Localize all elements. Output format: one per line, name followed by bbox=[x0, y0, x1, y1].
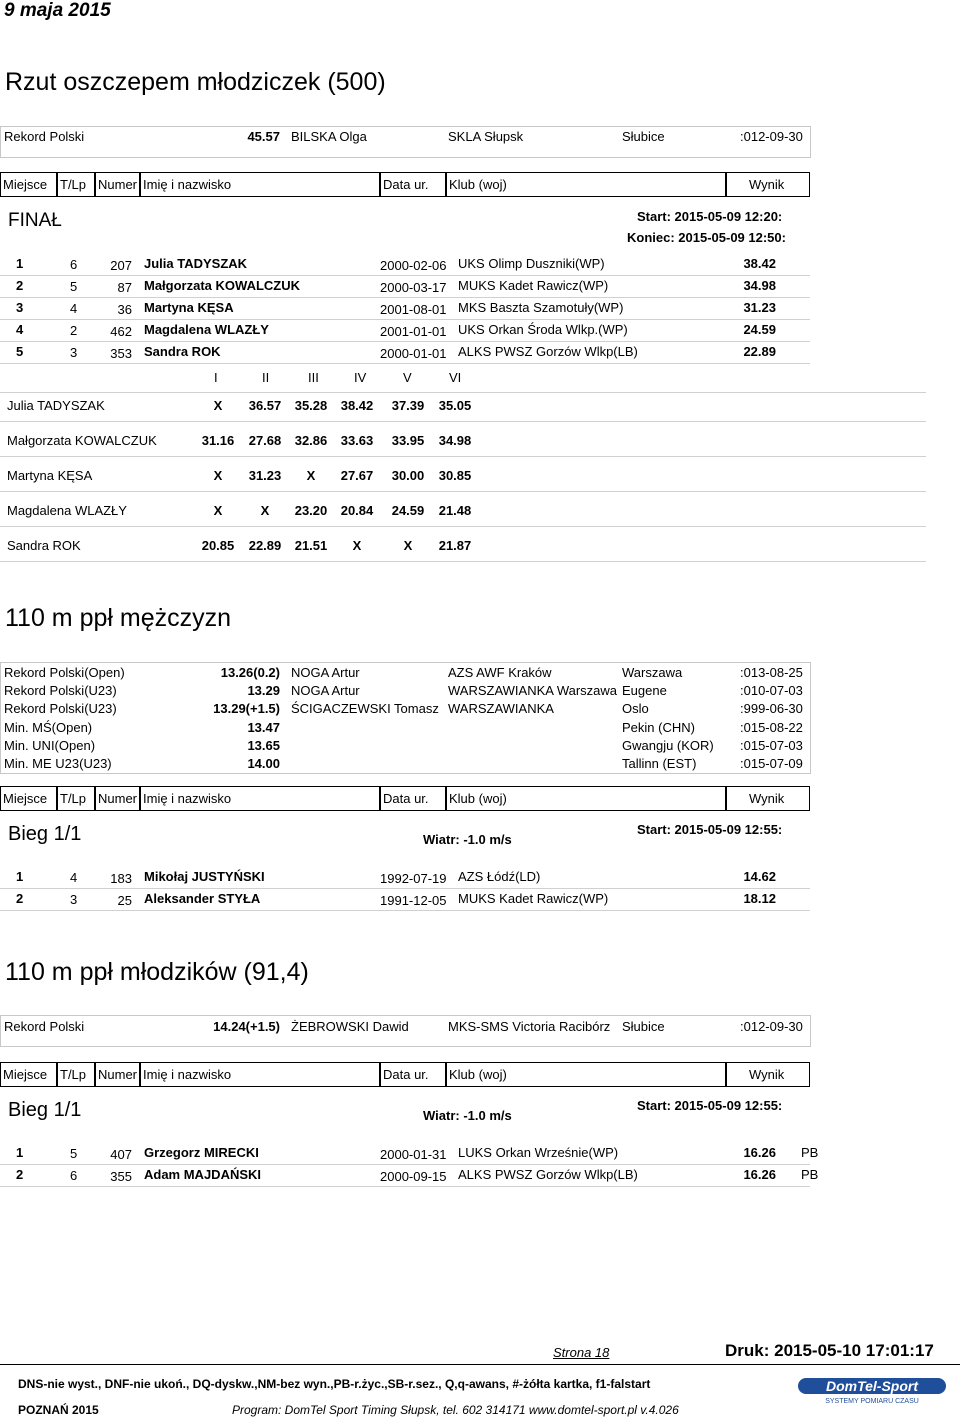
row-divider bbox=[0, 1186, 810, 1187]
record-box bbox=[0, 126, 811, 158]
result-place: 2 bbox=[16, 1167, 24, 1182]
record-label: Rekord Polski bbox=[4, 129, 85, 144]
result-name: Grzegorz MIRECKI bbox=[144, 1145, 259, 1160]
result-bib: 462 bbox=[110, 324, 132, 339]
header-numer: Numer bbox=[95, 786, 140, 811]
attempt-value: 20.85 bbox=[201, 538, 235, 553]
record-label: Min. UNI(Open) bbox=[4, 737, 96, 753]
result-note: PB bbox=[801, 1167, 819, 1182]
record-club: SKLA Słupsk bbox=[448, 129, 524, 144]
result-club: UKS Orkan Środa Wlkp.(WP) bbox=[458, 322, 628, 337]
results-header bbox=[0, 1062, 810, 1088]
row-divider bbox=[0, 910, 810, 911]
round-start: Start: 2015-05-09 12:55: bbox=[637, 822, 783, 837]
attempt-value: 27.68 bbox=[248, 433, 282, 448]
event-title: 110 m ppł mężczyzn bbox=[5, 604, 232, 632]
result-club: MUKS Kadet Rawicz(WP) bbox=[458, 278, 609, 293]
attempt-value: X bbox=[352, 538, 362, 553]
record-label: Rekord Polski(U23) bbox=[4, 683, 117, 699]
record-name: NOGA Artur bbox=[291, 683, 360, 699]
result-place: 2 bbox=[16, 278, 24, 293]
result-bib: 183 bbox=[110, 871, 132, 886]
record-name: NOGA Artur bbox=[291, 665, 360, 680]
attempt-header: II bbox=[262, 370, 270, 385]
header-tlp: T/Lp bbox=[57, 172, 95, 197]
attempt-divider bbox=[0, 491, 926, 492]
result-value: 18.12 bbox=[743, 891, 776, 906]
result-value: 31.23 bbox=[743, 300, 776, 315]
result-name: Magdalena WLAZŁY bbox=[144, 322, 269, 337]
logo-subtext: SYSTEMY POMIARU CZASU bbox=[825, 1398, 919, 1405]
round-title: FINAŁ bbox=[8, 210, 62, 231]
attempt-value: X bbox=[213, 503, 223, 518]
attempt-athlete: Małgorzata KOWALCZUK bbox=[7, 433, 157, 448]
attempt-value: 24.59 bbox=[391, 503, 425, 518]
record-row bbox=[0, 738, 810, 756]
record-label: Rekord Polski bbox=[4, 1019, 85, 1034]
attempt-athlete: Julia TADYSZAK bbox=[7, 398, 105, 413]
event-title: Rzut oszczepem młodziczek (500) bbox=[5, 68, 386, 96]
header-club: Klub (woj) bbox=[446, 1062, 726, 1087]
round-wind: Wiatr: -1.0 m/s bbox=[423, 1108, 512, 1123]
attempt-value: 21.51 bbox=[294, 538, 328, 553]
attempt-header: VI bbox=[449, 370, 462, 385]
header-tlp: T/Lp bbox=[57, 786, 95, 811]
page-date: 9 maja 2015 bbox=[4, 0, 111, 21]
record-club: MKS-SMS Victoria Racibórz bbox=[448, 1019, 611, 1034]
attempt-header: I bbox=[214, 370, 218, 385]
header-tlp: T/Lp bbox=[57, 1062, 95, 1087]
header-born: Data ur. bbox=[380, 786, 446, 811]
header-numer: Numer bbox=[95, 172, 140, 197]
result-bib: 87 bbox=[117, 280, 132, 295]
record-row bbox=[0, 720, 810, 738]
result-value: 38.42 bbox=[743, 256, 776, 271]
record-place: Oslo bbox=[622, 701, 649, 717]
header-name: Imię i nazwisko bbox=[140, 786, 380, 811]
result-place: 3 bbox=[16, 300, 24, 315]
record-place: Eugene bbox=[622, 683, 667, 699]
result-place: 5 bbox=[16, 344, 24, 359]
record-place: Słubice bbox=[622, 129, 665, 144]
round-start: Start: 2015-05-09 12:20: bbox=[637, 209, 783, 224]
record-result: 13.29 bbox=[247, 683, 280, 699]
record-result: 13.29(+1.5) bbox=[213, 701, 280, 717]
record-label: Min. MŚ(Open) bbox=[4, 719, 93, 735]
record-club: AZS AWF Kraków bbox=[448, 665, 552, 680]
attempt-value: 36.57 bbox=[248, 398, 282, 413]
attempt-athlete: Sandra ROK bbox=[7, 538, 81, 553]
attempt-value: 32.86 bbox=[294, 433, 328, 448]
attempt-row bbox=[0, 397, 930, 419]
attempt-divider bbox=[0, 561, 926, 562]
event-title: 110 m ppł młodzików (91,4) bbox=[5, 958, 309, 986]
record-result: 14.00 bbox=[247, 756, 280, 771]
record-place: Warszawa bbox=[622, 665, 683, 680]
header-born: Data ur. bbox=[380, 1062, 446, 1087]
record-name: BILSKA Olga bbox=[291, 129, 367, 144]
record-place: Gwangju (KOR) bbox=[622, 737, 714, 753]
print-date: Druk: 2015-05-10 17:01:17 bbox=[725, 1341, 934, 1360]
record-result: 14.24(+1.5) bbox=[213, 1019, 280, 1034]
results-header bbox=[0, 786, 810, 812]
round-wind: Wiatr: -1.0 m/s bbox=[423, 832, 512, 847]
result-bib: 353 bbox=[110, 346, 132, 361]
record-date: :015-08-22 bbox=[740, 719, 803, 735]
record-date: :012-09-30 bbox=[740, 1019, 803, 1034]
legend-text: DNS-nie wyst., DNF-nie ukoń., DQ-dyskw.,NM-bez wyn.,PB-r.życ.,SB-r.sez., Q,q-awans, #-żółta kartka, f1-falstart bbox=[18, 1377, 651, 1391]
attempt-row bbox=[0, 502, 930, 524]
attempt-value: 33.95 bbox=[391, 433, 425, 448]
header-result: Wynik bbox=[726, 1062, 810, 1087]
footer-divider bbox=[0, 1364, 960, 1365]
round-title: Bieg 1/1 bbox=[8, 823, 82, 845]
attempt-value: 38.42 bbox=[340, 398, 374, 413]
result-lane: 6 bbox=[70, 257, 78, 272]
attempt-value: X bbox=[306, 468, 316, 483]
header-result: Wynik bbox=[726, 786, 810, 811]
attempt-value: 21.87 bbox=[438, 538, 472, 553]
record-club: WARSZAWIANKA Warszawa bbox=[448, 683, 618, 699]
record-date: :999-06-30 bbox=[740, 701, 803, 717]
result-club: AZS Łódź(LD) bbox=[458, 869, 541, 884]
record-date: :013-08-25 bbox=[740, 665, 803, 680]
result-born: 2001-08-01 bbox=[380, 302, 447, 317]
result-born: 2000-01-31 bbox=[380, 1147, 447, 1162]
result-place: 4 bbox=[16, 322, 24, 337]
result-born: 2000-09-15 bbox=[380, 1169, 447, 1184]
result-name: Mikołaj JUSTYŃSKI bbox=[144, 869, 265, 884]
record-label: Rekord Polski(U23) bbox=[4, 701, 117, 717]
record-result: 13.47 bbox=[247, 719, 280, 735]
attempt-header: IV bbox=[354, 370, 367, 385]
header-name: Imię i nazwisko bbox=[140, 172, 380, 197]
attempt-value: 21.48 bbox=[438, 503, 472, 518]
result-lane: 3 bbox=[70, 892, 78, 907]
record-result: 45.57 bbox=[247, 129, 280, 144]
record-date: :015-07-03 bbox=[740, 737, 803, 753]
result-name: Małgorzata KOWALCZUK bbox=[144, 278, 300, 293]
attempt-value: X bbox=[260, 503, 270, 518]
header-miejsce: Miejsce bbox=[0, 1062, 57, 1087]
footer-city: POZNAŃ 2015 bbox=[18, 1403, 99, 1417]
record-place: Pekin (CHN) bbox=[622, 719, 695, 735]
result-born: 2000-01-01 bbox=[380, 346, 447, 361]
record-place: Słubice bbox=[622, 1019, 665, 1034]
result-row bbox=[0, 320, 820, 342]
attempt-row bbox=[0, 537, 930, 559]
attempt-value: 20.84 bbox=[340, 503, 374, 518]
domtel-logo-graphic bbox=[796, 1372, 948, 1406]
result-club: MKS Baszta Szamotuły(WP) bbox=[458, 300, 624, 315]
result-value: 14.62 bbox=[743, 869, 776, 884]
result-club: UKS Olimp Duszniki(WP) bbox=[458, 256, 605, 271]
header-numer: Numer bbox=[95, 1062, 140, 1087]
result-place: 1 bbox=[16, 1145, 24, 1160]
result-lane: 4 bbox=[70, 301, 78, 316]
attempt-divider bbox=[0, 526, 926, 527]
record-name: ŻEBROWSKI Dawid bbox=[291, 1019, 409, 1034]
result-club: MUKS Kadet Rawicz(WP) bbox=[458, 891, 609, 906]
result-row bbox=[0, 298, 820, 320]
result-row bbox=[0, 889, 820, 911]
result-note: PB bbox=[801, 1145, 819, 1160]
record-row bbox=[0, 756, 810, 774]
result-club: ALKS PWSZ Gorzów Wlkp(LB) bbox=[458, 344, 638, 359]
result-lane: 5 bbox=[70, 279, 78, 294]
result-name: Adam MAJDAŃSKI bbox=[144, 1167, 262, 1182]
attempt-value: 31.23 bbox=[248, 468, 282, 483]
results-header bbox=[0, 172, 810, 198]
attempt-value: X bbox=[213, 468, 223, 483]
record-result: 13.65 bbox=[247, 737, 280, 753]
record-date: :015-07-09 bbox=[740, 756, 803, 771]
result-row bbox=[0, 1165, 820, 1187]
header-club: Klub (woj) bbox=[446, 786, 726, 811]
result-row bbox=[0, 276, 820, 298]
result-value: 22.89 bbox=[743, 344, 776, 359]
attempt-row bbox=[0, 467, 930, 489]
result-born: 2001-01-01 bbox=[380, 324, 447, 339]
record-label: Rekord Polski(Open) bbox=[4, 665, 125, 680]
result-club: LUKS Orkan Wrześnie(WP) bbox=[458, 1145, 619, 1160]
attempt-value: 37.39 bbox=[391, 398, 425, 413]
result-lane: 2 bbox=[70, 323, 78, 338]
attempt-value: 35.05 bbox=[438, 398, 472, 413]
result-born: 1991-12-05 bbox=[380, 893, 447, 908]
attempt-row bbox=[0, 432, 930, 454]
result-club: ALKS PWSZ Gorzów Wlkp(LB) bbox=[458, 1167, 638, 1182]
footer-program: Program: DomTel Sport Timing Słupsk, tel. 602 314171 www.domtel-sport.pl v.4.026 bbox=[232, 1403, 679, 1417]
header-born: Data ur. bbox=[380, 172, 446, 197]
record-place: Tallinn (EST) bbox=[622, 756, 697, 771]
result-lane: 3 bbox=[70, 345, 78, 360]
result-born: 2000-03-17 bbox=[380, 280, 447, 295]
domtel-logo bbox=[796, 1372, 948, 1406]
attempt-athlete: Martyna KĘSA bbox=[7, 468, 93, 483]
attempt-header: III bbox=[308, 370, 319, 385]
record-club: WARSZAWIANKA bbox=[448, 701, 554, 717]
header-club: Klub (woj) bbox=[446, 172, 726, 197]
header-name: Imię i nazwisko bbox=[140, 1062, 380, 1087]
record-row bbox=[0, 683, 810, 701]
result-lane: 4 bbox=[70, 870, 78, 885]
attempt-value: 22.89 bbox=[248, 538, 282, 553]
result-lane: 5 bbox=[70, 1146, 78, 1161]
result-bib: 355 bbox=[110, 1169, 132, 1184]
record-date: :010-07-03 bbox=[740, 683, 803, 699]
header-result: Wynik bbox=[726, 172, 810, 197]
result-value: 24.59 bbox=[743, 322, 776, 337]
attempt-value: 33.63 bbox=[340, 433, 374, 448]
result-bib: 36 bbox=[117, 302, 132, 317]
header-miejsce: Miejsce bbox=[0, 786, 57, 811]
attempt-value: 30.85 bbox=[438, 468, 472, 483]
attempt-value: 34.98 bbox=[438, 433, 472, 448]
record-row bbox=[0, 701, 810, 719]
result-bib: 207 bbox=[110, 258, 132, 273]
result-place: 1 bbox=[16, 256, 24, 271]
result-name: Aleksander STYŁA bbox=[144, 891, 261, 906]
attempt-value: X bbox=[213, 398, 223, 413]
result-born: 1992-07-19 bbox=[380, 871, 447, 886]
attempt-value: 31.16 bbox=[201, 433, 235, 448]
result-place: 1 bbox=[16, 869, 24, 884]
result-bib: 25 bbox=[117, 893, 132, 908]
record-date: :012-09-30 bbox=[740, 129, 803, 144]
logo-text: DomTel-Sport bbox=[825, 1378, 919, 1394]
attempt-value: 23.20 bbox=[294, 503, 328, 518]
result-value: 34.98 bbox=[743, 278, 776, 293]
round-end: Koniec: 2015-05-09 12:50: bbox=[627, 230, 786, 245]
row-divider bbox=[0, 363, 810, 364]
result-born: 2000-02-06 bbox=[380, 258, 447, 273]
record-label: Min. ME U23(U23) bbox=[4, 756, 112, 771]
result-name: Martyna KĘSA bbox=[144, 300, 234, 315]
result-name: Julia TADYSZAK bbox=[144, 256, 248, 271]
round-start: Start: 2015-05-09 12:55: bbox=[637, 1098, 783, 1113]
round-title: Bieg 1/1 bbox=[8, 1099, 82, 1121]
result-row bbox=[0, 342, 820, 364]
record-result: 13.26(0.2) bbox=[220, 665, 280, 680]
result-lane: 6 bbox=[70, 1168, 78, 1183]
record-name: ŚCIGACZEWSKI Tomasz bbox=[291, 701, 439, 717]
attempt-header: V bbox=[403, 370, 412, 385]
attempt-value: X bbox=[403, 538, 413, 553]
result-value: 16.26 bbox=[743, 1167, 776, 1182]
result-row bbox=[0, 254, 820, 276]
record-row bbox=[0, 665, 810, 683]
attempt-value: 27.67 bbox=[340, 468, 374, 483]
attempt-divider bbox=[0, 456, 926, 457]
result-value: 16.26 bbox=[743, 1145, 776, 1160]
result-place: 2 bbox=[16, 891, 24, 906]
result-name: Sandra ROK bbox=[144, 344, 221, 359]
attempt-value: 35.28 bbox=[294, 398, 328, 413]
result-row bbox=[0, 1143, 820, 1165]
result-row bbox=[0, 867, 820, 889]
header-miejsce: Miejsce bbox=[0, 172, 57, 197]
attempt-divider bbox=[0, 421, 926, 422]
page-number: Strona 18 bbox=[553, 1345, 610, 1360]
result-bib: 407 bbox=[110, 1147, 132, 1162]
attempt-value: 30.00 bbox=[391, 468, 425, 483]
attempt-athlete: Magdalena WLAZŁY bbox=[7, 503, 127, 518]
